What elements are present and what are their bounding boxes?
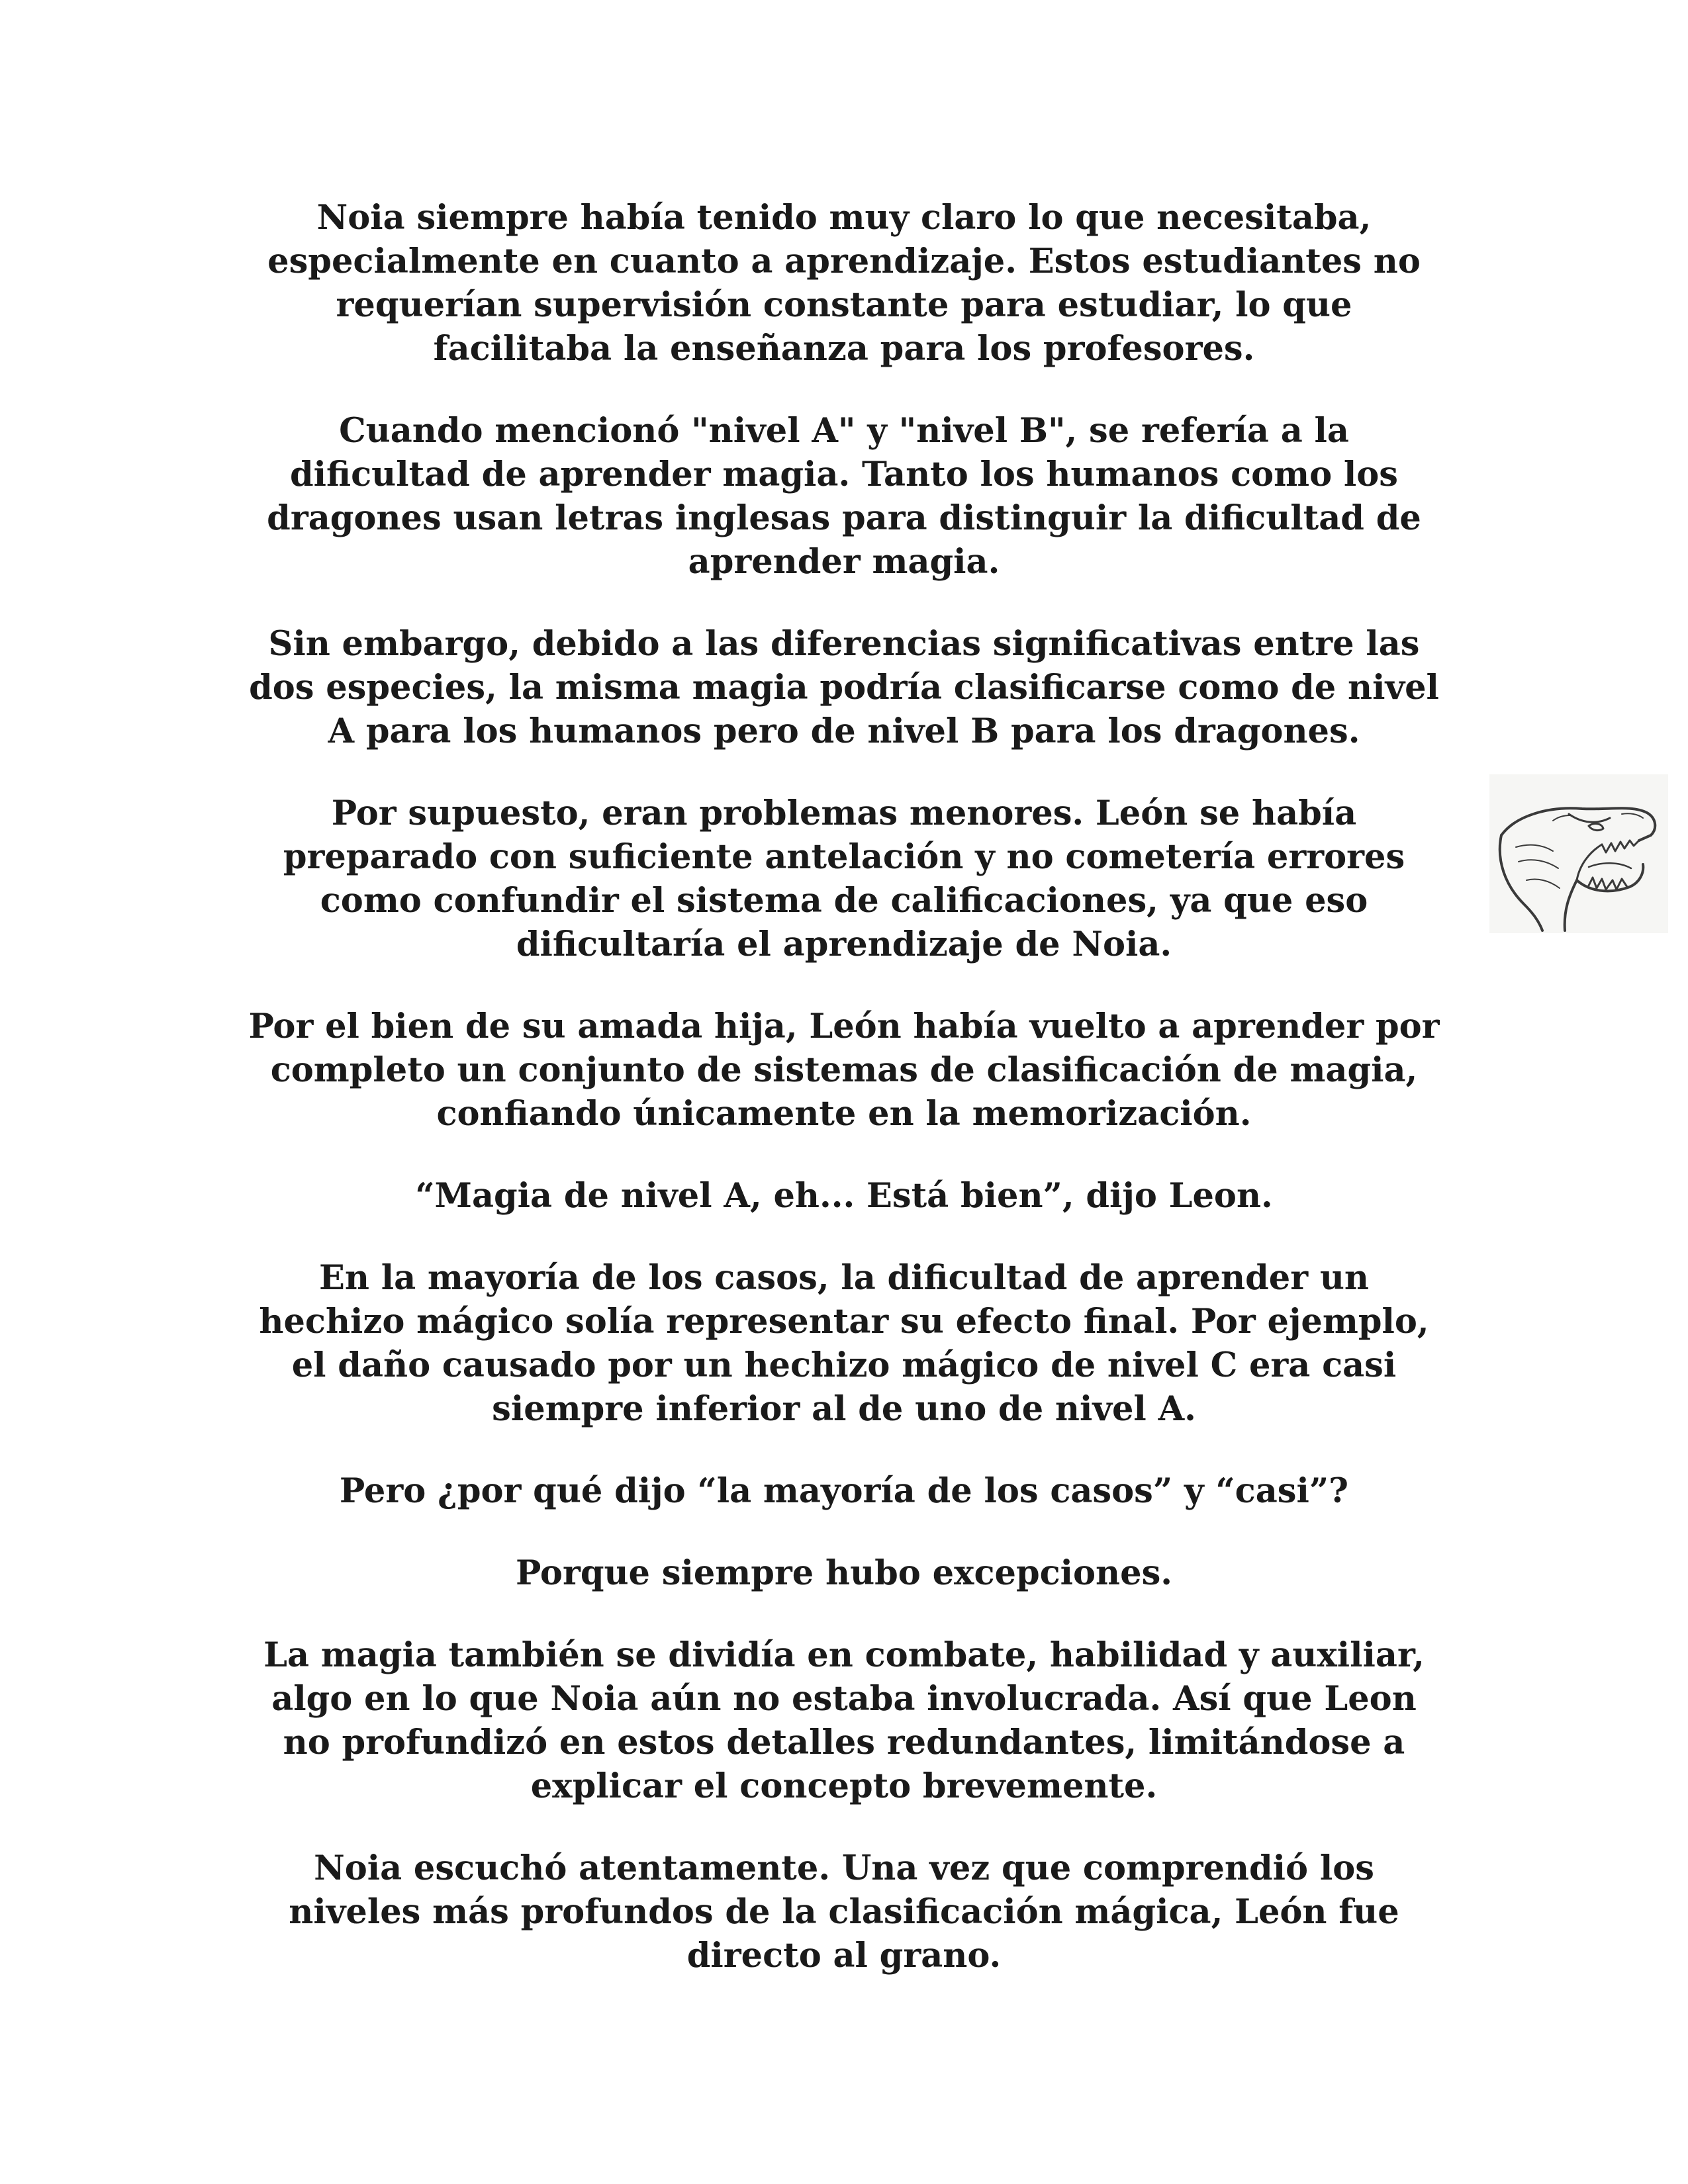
paragraph: [225, 1469, 1463, 1513]
text-line: directo al grano.: [686, 1936, 1002, 1976]
text-line: Cuando mencionó "nivel A" y "nivel B", se refería a la: [339, 411, 1349, 451]
text-line: facilitaba la enseñanza para los profesores.: [433, 329, 1255, 369]
text-line: especialmente en cuanto a aprendizaje. Estos estudiantes no: [267, 242, 1421, 281]
text-line: el daño causado por un hechizo mágico de nivel C era casi: [291, 1345, 1397, 1385]
text-line: Sin embargo, debido a las diferencias significativas entre las: [268, 624, 1420, 664]
text-line: dragones usan letras inglesas para distinguir la dificultad de: [267, 498, 1421, 538]
text-line: Por supuesto, eran problemas menores. León se había: [331, 794, 1357, 833]
text-line: algo en lo que Noia aún no estaba involucrada. Así que Leon: [271, 1679, 1417, 1719]
text-line: dos especies, la misma magia podría clasificarse como de nivel: [249, 668, 1439, 707]
paragraph: [225, 1005, 1463, 1136]
paragraph: [225, 1256, 1463, 1431]
paragraph: [225, 196, 1463, 371]
paragraph: [225, 409, 1463, 584]
dinosaur-head-sketch-icon: [1489, 774, 1668, 933]
text-line: no profundizó en estos detalles redundantes, limitándose a: [283, 1723, 1405, 1762]
text-line: explicar el concepto brevemente.: [530, 1766, 1158, 1806]
text-line: dificultaría el aprendizaje de Noia.: [516, 925, 1172, 964]
text-line: Por el bien de su amada hija, León había vuelto a aprender por: [248, 1007, 1440, 1046]
text-line: “Magia de nivel A, eh... Está bien”, dijo Leon.: [415, 1176, 1273, 1216]
text-line: Noia siempre había tenido muy claro lo que necesitaba,: [316, 198, 1372, 238]
text-line: confiando únicamente en la memorización.: [436, 1094, 1252, 1134]
text-line: siempre inferior al de uno de nivel A.: [492, 1389, 1196, 1429]
body-text: [225, 196, 1463, 2016]
text-line: como confundir el sistema de calificaciones, ya que eso: [320, 881, 1368, 921]
text-line: Porque siempre hubo excepciones.: [515, 1553, 1173, 1593]
paragraph: [225, 1846, 1463, 1978]
paragraph: [225, 1633, 1463, 1808]
text-line: dificultad de aprender magia. Tanto los humanos como los: [290, 455, 1398, 494]
text-line: preparado con suficiente antelación y no cometería errores: [283, 837, 1405, 877]
text-line: niveles más profundos de la clasificación mágica, León fue: [289, 1892, 1399, 1932]
paragraph: [225, 1174, 1463, 1218]
text-line: requerían supervisión constante para estudiar, lo que: [336, 285, 1352, 325]
paragraph: [225, 792, 1463, 966]
text-line: Pero ¿por qué dijo “la mayoría de los casos” y “casi”?: [339, 1471, 1349, 1511]
text-line: hechizo mágico solía representar su efecto final. Por ejemplo,: [259, 1302, 1429, 1342]
paragraph: [225, 622, 1463, 753]
text-line: A para los humanos pero de nivel B para los dragones.: [328, 711, 1360, 751]
text-line: aprender magia.: [688, 542, 1000, 582]
text-line: La magia también se dividía en combate, habilidad y auxiliar,: [263, 1635, 1425, 1675]
paragraph: [225, 1551, 1463, 1595]
text-line: completo un conjunto de sistemas de clasificación de magia,: [270, 1050, 1418, 1090]
text-line: En la mayoría de los casos, la dificultad de aprender un: [318, 1258, 1370, 1298]
text-line: Noia escuchó atentamente. Una vez que comprendió los: [314, 1848, 1374, 1888]
